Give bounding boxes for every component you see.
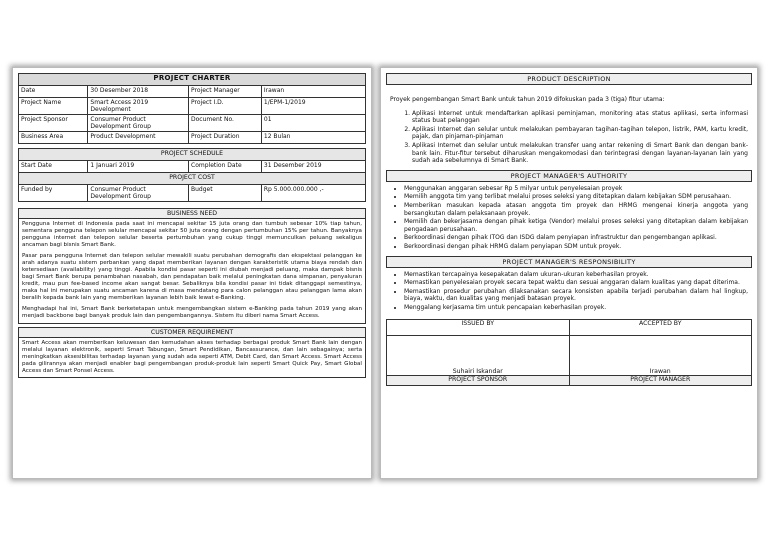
- list-item: • Memastikan prosedur perubahan dilaksanakan secara konsisten apabila terjadi perubahan dalam hal lingkup, biaya, waktu, dan kualitas yang menjadi batasan proyek.: [404, 288, 748, 303]
- section-title: PRODUCT DESCRIPTION: [386, 73, 752, 85]
- list-item: • Memilih dan bekerjasama dengan pihak ketiga (Vendor) melalui proses seleksi yang ditetapkan dalam kebijakan pengadaan perusahaan.: [404, 218, 748, 233]
- authority-list: [390, 185, 748, 251]
- paragraph: Pengguna Internet di Indonesia pada saat ini mencapai sekitar 15 juta orang dan tumbuh sebesar 10% tiap tahun, sementara pengguna telepon selular mencapai sekitar 50 juta orang dengan pertumbuhan 15% per tahun. Banyaknya pengguna internet dan telepon selular beserta pertumbuhan yang cukup tinggi memunculkan peluang sekaligus ancaman bagi bisnis Smart Bank.: [22, 221, 362, 248]
- cell: Product Development: [88, 132, 189, 144]
- cell: 1 Januari 2019: [88, 161, 189, 173]
- cell: 1/EPM-1/2019: [261, 98, 365, 115]
- charter-page-right: [380, 67, 758, 479]
- cell: Funded by: [19, 185, 88, 202]
- cell: Consumer Product Development Group: [88, 115, 189, 132]
- business-need-section: [18, 208, 366, 324]
- cell: Project Sponsor: [19, 115, 88, 132]
- customer-requirement-section: [18, 327, 366, 378]
- accepted-by-label: ACCEPTED BY: [569, 320, 752, 336]
- cost-title: PROJECT COST: [19, 173, 366, 185]
- paragraph: Menghadapi hal ini, Smart Bank berketetapan untuk mengembangkan sistem e-Banking pada tahun 2019 yang akan menjadi backbone bagi banyak produk lain dan pengembangannya. Sistem itu diberi nama Smart Access.: [22, 306, 362, 319]
- paragraph: Proyek pengembangan Smart Bank untuk tahun 2019 difokuskan pada 3 (tiga) fitur utama:: [390, 96, 665, 103]
- cell: Completion Date: [189, 161, 262, 173]
- schedule-title: PROJECT SCHEDULE: [19, 149, 366, 161]
- section-title: PROJECT MANAGER'S RESPONSIBILITY: [386, 256, 752, 268]
- list-item: • Berkoordinasi dengan pihak HRMG dalam penyiapan SDM untuk proyek.: [404, 243, 748, 251]
- list-item: • Menggunakan anggaran sebesar Rp 5 milyar untuk penyelesaian proyek: [404, 185, 748, 193]
- section-title: PROJECT MANAGER'S AUTHORITY: [386, 170, 752, 182]
- list-item: • Memilih anggota tim yang terlibat melalui proses seleksi yang ditetapkan dalam kebijakan SDM perusahaan.: [404, 193, 748, 201]
- cell: Document No.: [189, 115, 262, 132]
- acceptor-role: PROJECT MANAGER: [569, 376, 752, 386]
- cell: Project Name: [19, 98, 88, 115]
- issuer-name: Suhairi Iskandar: [387, 336, 570, 376]
- cell: Business Area: [19, 132, 88, 144]
- authority-section: [386, 170, 752, 255]
- charter-row: [19, 132, 366, 144]
- list-item: • Memastikan penyelesaian proyek secara tepat waktu dan sesuai anggaran dalam kualitas yang dapat diterima.: [404, 279, 748, 287]
- charter-row: [19, 98, 366, 115]
- paragraph: Smart Access akan memberikan keluwesan dan kemudahan akses terhadap berbagai produk Smart Bank lain dengan melalui layanan elektronik, seperti Smart Tabungan, Smart Pendidikan, Bancassurance, dan lain sebagainya; serta meningkatkan aksesibilitas terhadap layanan yang sudah ada seperti ATM, Debit Card, dan Smart Access. Smart Access pada gilirannya akan menjadi enabler bagi pengembangan produk-produk lain seperti Smart Quick Pay, Smart Global Access dan Smart Ponsel Access.: [22, 340, 362, 374]
- responsibility-section: [386, 256, 752, 316]
- schedule-row: [19, 161, 366, 173]
- list-item: 2. Aplikasi Internet dan selular untuk melakukan pembayaran tagihan-tagihan telepon, listrik, PAM, kartu kredit, pajak, dan pinjaman-pinjaman: [412, 126, 748, 141]
- issuer-role: PROJECT SPONSOR: [387, 376, 570, 386]
- product-description-section: [386, 73, 752, 169]
- cell: Project Duration: [189, 132, 262, 144]
- acceptor-name: Irawan: [569, 336, 752, 376]
- section-title: BUSINESS NEED: [19, 209, 365, 219]
- cell: Date: [19, 86, 88, 98]
- signature-table: [386, 319, 752, 386]
- cell: 12 Bulan: [261, 132, 365, 144]
- list-item: 3. Aplikasi Internet dan selular untuk melakukan transfer uang antar rekening di Smart Bank dan dengan bank-bank lain. Fitur-fitur tersebut diharuskan mengakomodasi dan terintegrasi dengan layanan-layanan lain yang sudah ada sebelumnya di Smart Bank.: [412, 142, 748, 165]
- cell: 31 Desember 2019: [261, 161, 365, 173]
- charter-row: [19, 115, 366, 132]
- schedule-table: [18, 148, 366, 202]
- paragraph: Pasar para pengguna Internet dan telepon selular mewakili suatu perubahan demografis dan ekspektasi pelanggan ke arah adanya suatu sistem perbankan yang dapat memberikan layanan dengan karakteristik utama biaya rendah dan ketersediaan (availability) yang tinggi. Apabila kondisi pasar seperti ini diubah menjadi peluang, maka dampak bisnis bagi Smart Bank berupa penambahan nasabah, dan pendapatan baik melalui peningkatan dana simpanan, penyaluran kredit, mau pun fee-based income akan sangat besar. Sebaliknya bila kondisi pasar ini tidak ditanggapi semestinya, maka hal ini merupakan suatu ancaman karena di masa mendatang para calon pelanggan atau pelanggan lama akan beralih kepada bank lain yang memberikan layanan lebih baik lewat e-Banking.: [22, 253, 362, 301]
- cell: Smart Access 2019 Development: [88, 98, 189, 115]
- issued-by-label: ISSUED BY: [387, 320, 570, 336]
- feature-list: [390, 110, 748, 165]
- cell: Start Date: [19, 161, 88, 173]
- cell: Rp 5.000.000.000 ,-: [261, 185, 365, 202]
- charter-page-left: [12, 67, 372, 479]
- list-item: • Memberikan masukan kepada atasan anggota tim proyek dan HRMG mengenai kinerja anggota yang bersangkutan dalam pelaksanaan proyek.: [404, 202, 748, 217]
- charter-table: [18, 73, 366, 144]
- cell: 30 Desember 2018: [88, 86, 189, 98]
- cell: Irawan: [261, 86, 365, 98]
- responsibility-list: [390, 271, 748, 312]
- section-title: CUSTOMER REQUIREMENT: [19, 328, 365, 338]
- charter-row: [19, 86, 366, 98]
- list-item: • Berkoordinasi dengan pihak ITOG dan ISDG dalam penyiapan infrastruktur dan pengembangan aplikasi.: [404, 234, 748, 242]
- list-item: 1. Aplikasi Internet untuk mendaftarkan aplikasi peminjaman, monitoring atas status aplikasi, serta informasi status buat pelanggan: [412, 110, 748, 125]
- cell: Project Manager: [189, 86, 262, 98]
- list-item: • Menggalang kerjasama tim untuk pencapaian keberhasilan proyek.: [404, 304, 748, 312]
- cell: 01: [261, 115, 365, 132]
- cell: Budget: [189, 185, 262, 202]
- cell: Project I.D.: [189, 98, 262, 115]
- charter-title: PROJECT CHARTER: [19, 74, 366, 86]
- cell: Consumer Product Development Group: [88, 185, 189, 202]
- cost-row: [19, 185, 366, 202]
- list-item: • Memastikan tercapainya kesepakatan dalam ukuran-ukuran keberhasilan proyek.: [404, 271, 748, 279]
